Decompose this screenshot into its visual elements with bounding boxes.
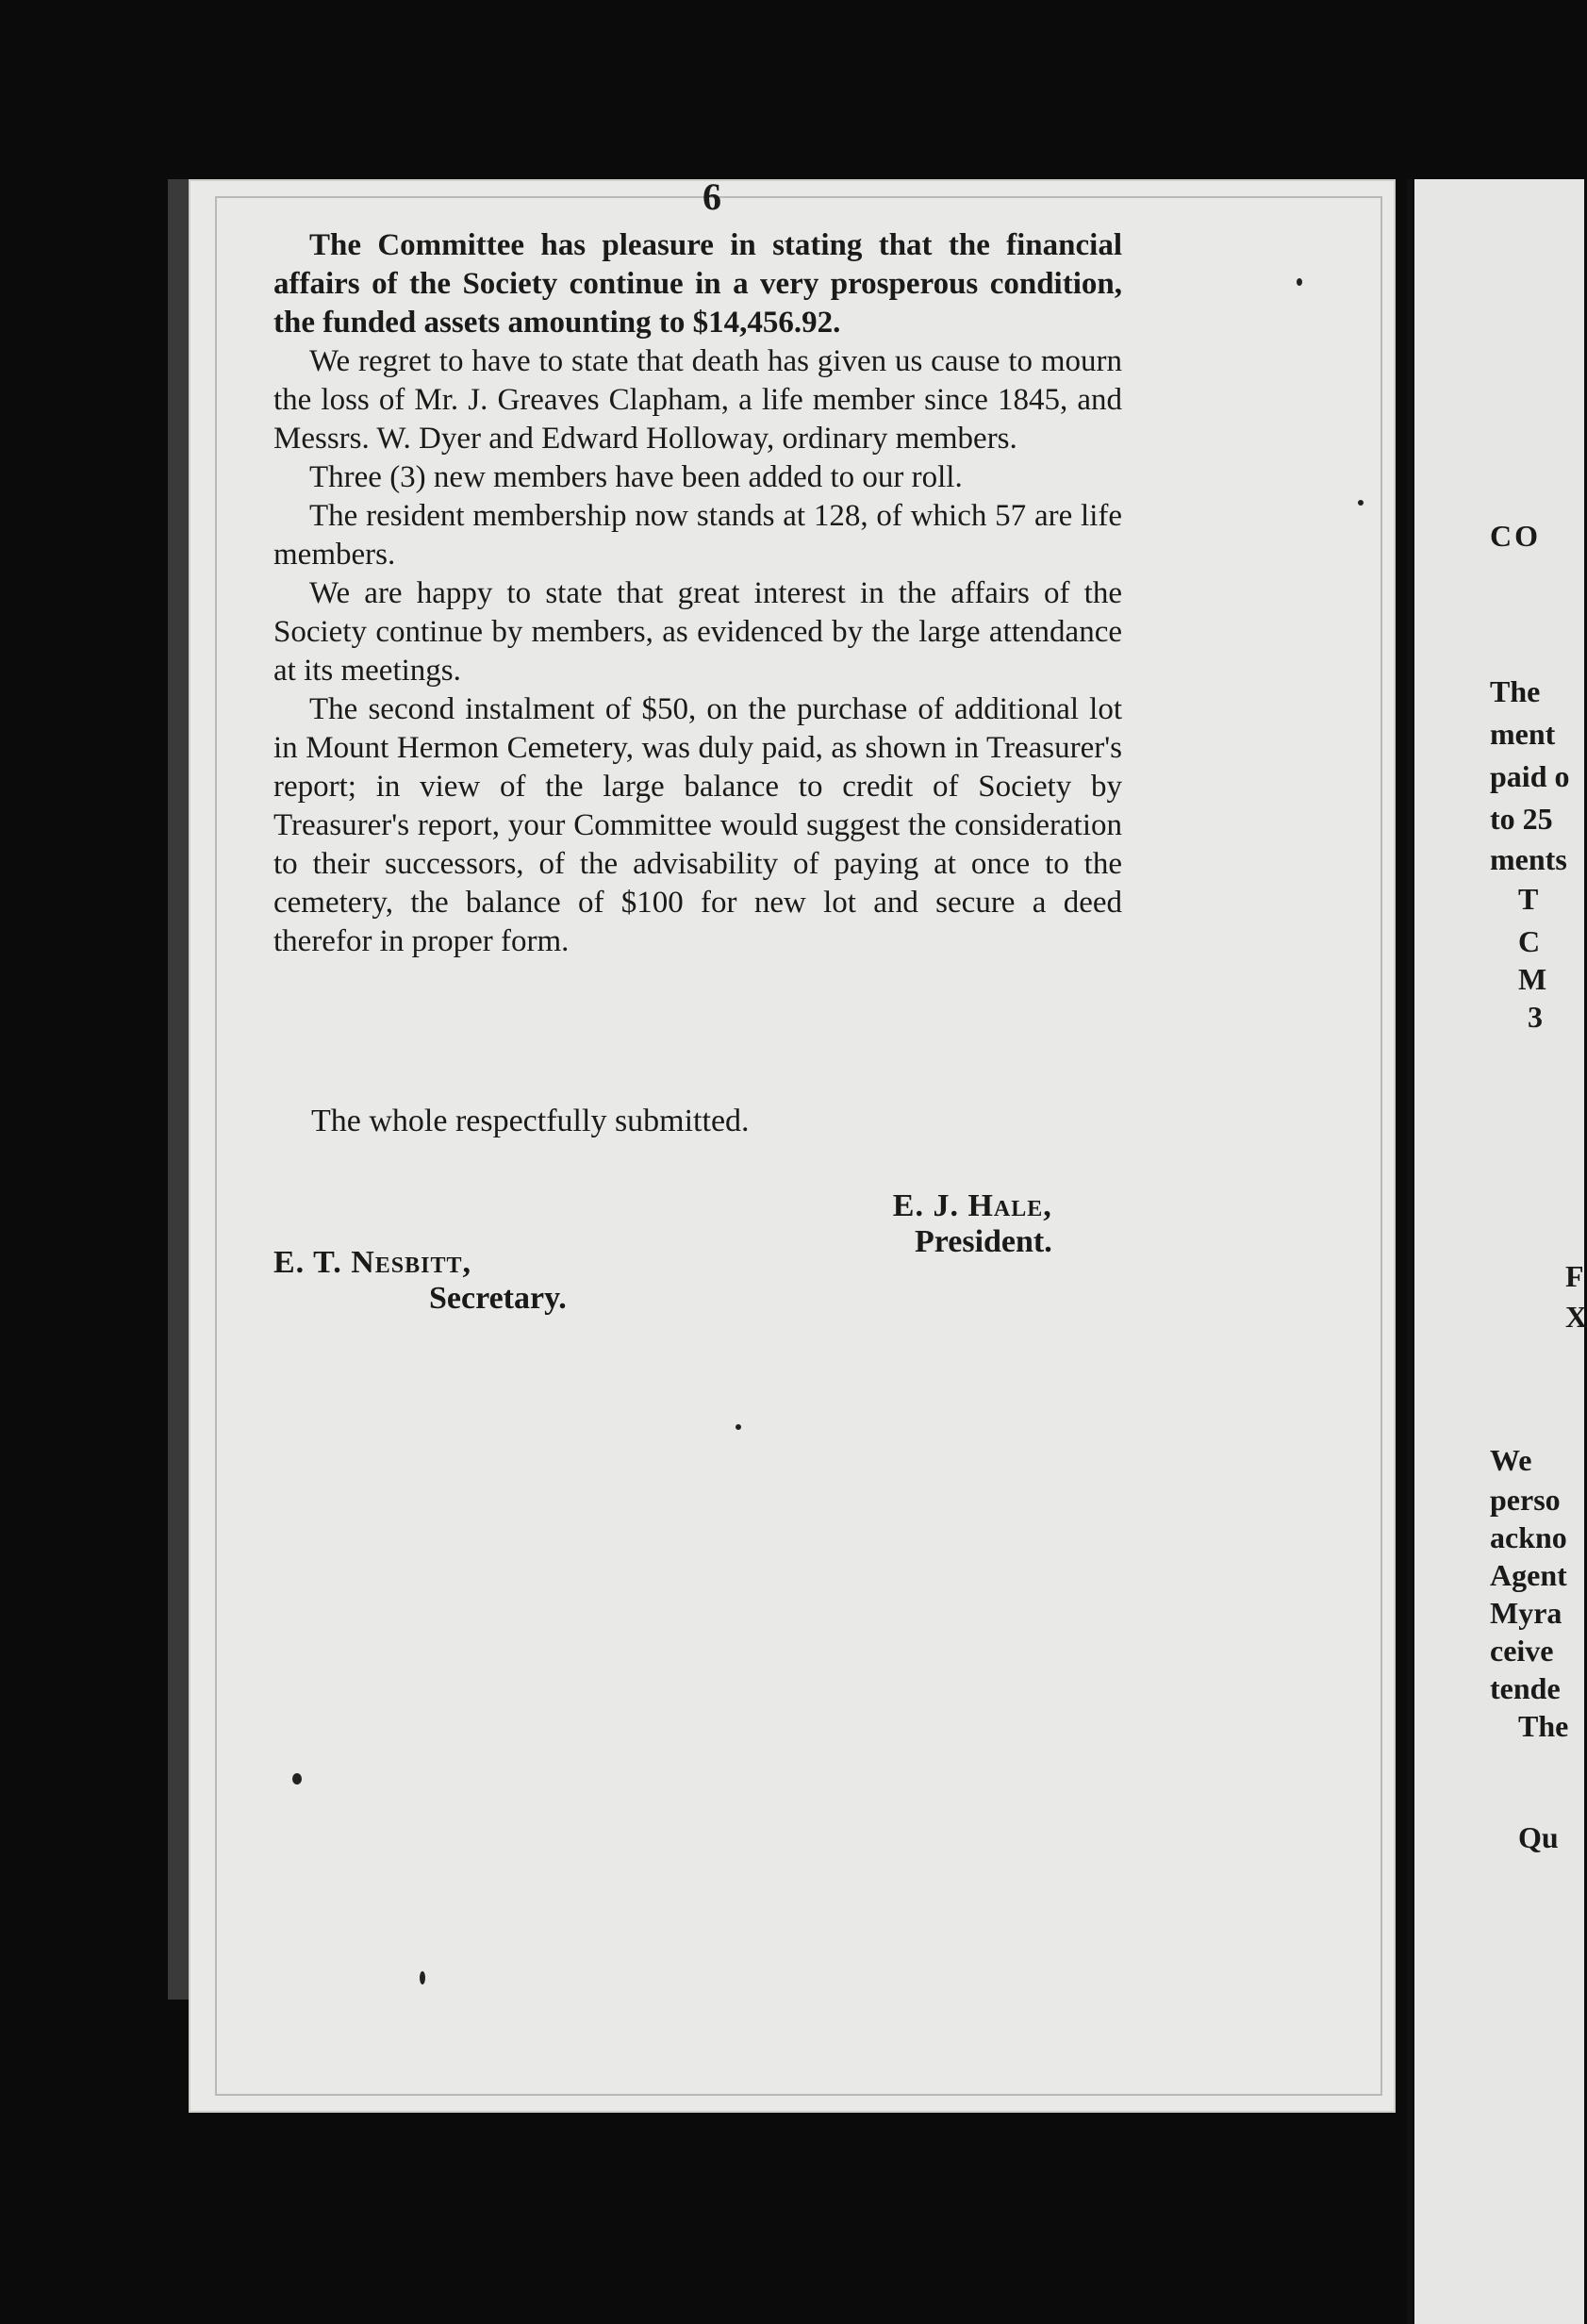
paragraph-new-members: Three (3) new members have been added to our roll.: [309, 460, 963, 494]
ink-speck: [292, 1773, 302, 1784]
paragraph-financial: The Committee has pleasure in stating that the financial affairs of the Society continue in a very prosperous condition, the funded assets amounting to $14,456.92.: [273, 228, 1122, 340]
adjacent-fragment: ments: [1490, 842, 1567, 876]
adjacent-fragment: tende: [1490, 1671, 1561, 1705]
adjacent-fragment: The: [1490, 674, 1541, 708]
adjacent-fragment: T: [1518, 882, 1539, 916]
president-signature: [830, 1188, 1052, 1260]
page-gutter: [1407, 179, 1413, 2324]
secretary-name: E. T. Nesbitt,: [273, 1245, 471, 1280]
ink-speck: [1358, 500, 1364, 506]
secretary-title: Secretary.: [429, 1281, 567, 1316]
adjacent-fragment: paid o: [1490, 759, 1570, 793]
president-title: President.: [915, 1224, 1052, 1259]
paragraph-interest: We are happy to state that great interest in the affairs of the Society continue by members, as evidenced by the large attendance at its meetings.: [273, 576, 1122, 688]
adjacent-fragment: Qu: [1518, 1820, 1559, 1854]
adjacent-fragment: M: [1518, 962, 1547, 996]
adjacent-fragment: to 25: [1490, 802, 1553, 836]
report-body: [273, 226, 1122, 961]
adjacent-fragment: The: [1518, 1709, 1569, 1743]
adjacent-fragment: X: [1565, 1300, 1587, 1334]
adjacent-fragment: Agent: [1490, 1558, 1567, 1592]
adjacent-fragment: F: [1565, 1259, 1584, 1293]
paragraph-membership: The resident membership now stands at 128, of which 57 are life members.: [273, 499, 1122, 572]
ink-speck: [736, 1424, 741, 1430]
adjacent-fragment: ceive: [1490, 1634, 1554, 1668]
paragraph-deaths: We regret to have to state that death has given us cause to mourn the loss of Mr. J. Greaves Clapham, a life member since 1845, and Messrs. W. Dyer and Edward Holloway, ordinary members.: [273, 344, 1122, 456]
adjacent-heading: CO: [1490, 519, 1541, 553]
closing-line: The whole respectfully submitted.: [311, 1104, 750, 1138]
adjacent-fragment: perso: [1490, 1483, 1561, 1517]
adjacent-page: [1414, 179, 1584, 2324]
page-number: 6: [703, 175, 721, 218]
adjacent-fragment: Myra: [1490, 1596, 1562, 1630]
paragraph-cemetery: The second instalment of $50, on the purchase of additional lot in Mount Hermon Cemetery, was duly paid, as shown in Treasurer's report; in view of the large balance to credit of Society by Treasurer's report, your Committee would suggest the consideration to their successors, of the advisability of paying at once to the cemetery, the balance of $100 for new lot and secure a deed therefor in proper form.: [273, 692, 1122, 958]
ink-speck: [1297, 278, 1302, 286]
adjacent-fragment: C: [1518, 924, 1541, 958]
adjacent-fragment: ackno: [1490, 1520, 1567, 1554]
adjacent-fragment: 3: [1528, 1000, 1543, 1034]
president-name: E. J. Hale,: [892, 1188, 1052, 1223]
adjacent-fragment: We: [1490, 1443, 1532, 1477]
ink-speck: [420, 1971, 425, 1984]
secretary-signature: [273, 1245, 567, 1317]
adjacent-fragment: ment: [1490, 717, 1556, 751]
